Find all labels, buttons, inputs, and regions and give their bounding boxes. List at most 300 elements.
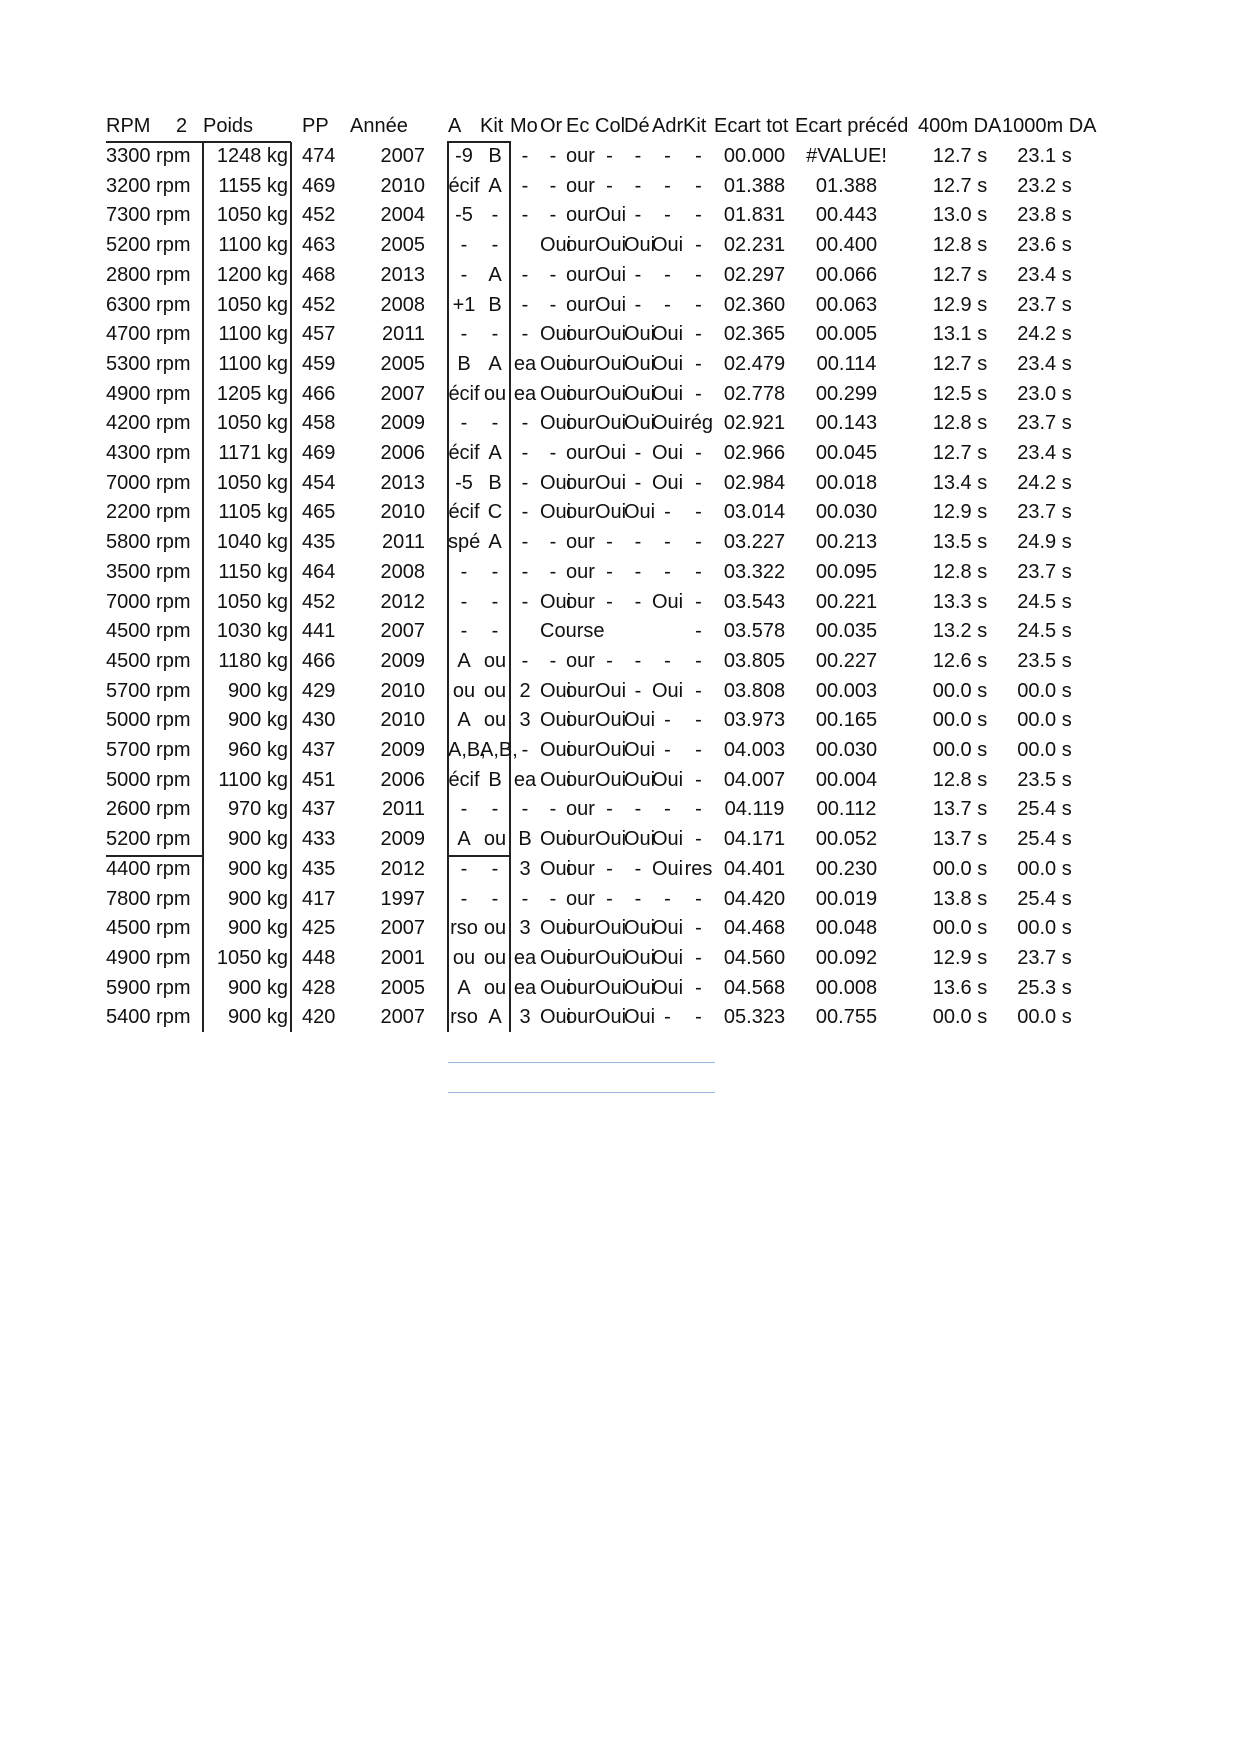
cell-ecart-preced[interactable]: 00.030 <box>815 501 878 524</box>
cell-col[interactable]: Oui <box>595 768 627 791</box>
cell-poids[interactable]: 1030 kg <box>216 620 288 643</box>
cell-poids[interactable]: 1050 kg <box>216 412 288 435</box>
cell-col[interactable]: Oui <box>595 739 627 761</box>
cell-gap[interactable] <box>425 291 448 321</box>
cell-adr[interactable]: - <box>664 174 671 197</box>
cell-kit[interactable]: ou <box>483 946 507 969</box>
cell-col[interactable]: - <box>606 145 613 167</box>
cell-mo[interactable]: - <box>521 412 529 435</box>
cell-annee[interactable]: 2009 <box>380 739 425 761</box>
cell-1000m-da[interactable]: 23.1 s <box>1017 145 1072 167</box>
cell-annee[interactable]: 2007 <box>380 382 425 405</box>
cell-de[interactable]: Oui <box>624 234 656 257</box>
cell-de[interactable]: - <box>634 857 642 880</box>
cell-1000m-da[interactable]: 23.6 s <box>1017 234 1072 257</box>
header-de[interactable]: Dé <box>624 115 650 137</box>
cell-kit2[interactable]: - <box>695 471 702 494</box>
cell-400m-da[interactable]: 13.5 s <box>932 531 988 554</box>
cell-kit[interactable]: ou <box>483 976 507 999</box>
cell-annee[interactable]: 1997 <box>380 887 425 910</box>
cell-kit2[interactable]: - <box>695 145 702 167</box>
cell-pp[interactable]: 464 <box>302 560 336 583</box>
cell-gap[interactable] <box>425 320 448 350</box>
cell-pp[interactable]: 451 <box>302 768 336 791</box>
cell-400m-da[interactable]: 00.0 s <box>932 917 988 940</box>
cell-ecart-preced[interactable]: 00.755 <box>815 1006 878 1029</box>
cell-adr[interactable]: Oui <box>652 917 684 940</box>
cell-kit[interactable]: - <box>491 620 499 643</box>
cell-poids[interactable]: 900 kg <box>227 1006 288 1029</box>
cell-rpm[interactable]: 5300 rpm <box>106 352 191 375</box>
cell-de[interactable] <box>624 617 652 647</box>
cell-poids[interactable]: 1100 kg <box>218 352 288 375</box>
cell-adr[interactable]: Oui <box>652 412 684 435</box>
cell-gap[interactable] <box>425 588 448 618</box>
cell-ecart-tot[interactable]: 02.966 <box>723 442 786 464</box>
cell-kit[interactable]: A <box>488 352 502 375</box>
cell-400m-da[interactable]: 00.0 s <box>932 857 988 880</box>
cell-rpm[interactable]: 4700 rpm <box>106 323 191 346</box>
cell-1000m-da[interactable]: 00.0 s <box>1017 1006 1072 1029</box>
cell-de[interactable]: - <box>634 887 642 910</box>
cell-annee[interactable]: 2005 <box>380 234 425 257</box>
header-adr[interactable]: Adr <box>652 115 684 137</box>
cell-ecart-tot[interactable]: 05.323 <box>723 1006 786 1029</box>
cell-ecart-tot[interactable]: 04.560 <box>723 946 786 969</box>
header-gap[interactable] <box>425 112 448 142</box>
cell-1000m-da[interactable]: 23.5 s <box>1017 649 1072 672</box>
cell-col[interactable]: - <box>606 887 613 910</box>
cell-col[interactable]: Oui <box>595 293 627 316</box>
header-ec[interactable]: Ec <box>566 115 590 137</box>
cell-1000m-da[interactable]: 23.7 s <box>1017 946 1072 969</box>
cell-rpm[interactable]: 5400 rpm <box>106 1006 191 1029</box>
cell-or[interactable]: - <box>549 887 557 910</box>
cell-poids[interactable]: 1200 kg <box>216 263 288 286</box>
cell-adr[interactable] <box>652 617 683 647</box>
cell-ecart-tot[interactable]: 04.568 <box>723 976 786 999</box>
cell-pp[interactable]: 465 <box>302 501 336 524</box>
cell-ec[interactable]: our <box>566 323 595 346</box>
cell-rpm[interactable]: 4300 rpm <box>106 442 191 464</box>
cell-ec[interactable]: our <box>566 768 595 791</box>
cell-mo[interactable]: 3 <box>519 1006 531 1029</box>
cell-ec[interactable]: our <box>566 382 595 405</box>
cell-kit[interactable]: A,B, <box>480 739 518 761</box>
cell-gap[interactable] <box>425 974 448 1004</box>
cell-1000m-da[interactable]: 00.0 s <box>1017 739 1072 761</box>
cell-pp[interactable]: 435 <box>302 857 336 880</box>
cell-poids[interactable]: 1105 kg <box>218 501 288 524</box>
cell-kit2[interactable]: res <box>684 857 713 880</box>
cell-gap[interactable] <box>425 855 448 885</box>
cell-col[interactable]: Oui <box>595 709 627 732</box>
cell-adr[interactable]: Oui <box>652 471 684 494</box>
cell-adr[interactable]: Oui <box>652 976 684 999</box>
cell-or[interactable]: - <box>549 145 557 167</box>
cell-rpm[interactable]: 3200 rpm <box>106 174 191 197</box>
cell-annee[interactable]: 2010 <box>380 501 425 524</box>
cell-or[interactable]: - <box>549 531 557 554</box>
cell-adr[interactable]: Oui <box>652 352 684 375</box>
cell-ecart-tot[interactable]: 04.171 <box>723 828 786 851</box>
cell-ecart-preced[interactable]: 00.048 <box>815 917 878 940</box>
cell-gap[interactable] <box>425 677 448 707</box>
cell-1000m-da[interactable]: 23.4 s <box>1017 442 1072 464</box>
cell-mo[interactable]: - <box>521 145 529 167</box>
cell-de[interactable]: Oui <box>624 382 656 405</box>
cell-or[interactable]: - <box>549 263 557 286</box>
cell-annee[interactable]: 2010 <box>380 709 425 732</box>
cell-a[interactable]: rso <box>450 917 478 940</box>
cell-ec[interactable]: our <box>566 412 595 435</box>
cell-adr[interactable]: - <box>664 560 671 583</box>
header-kit2[interactable]: Kit <box>683 115 707 137</box>
cell-mo[interactable]: B <box>518 828 532 851</box>
cell-ecart-preced[interactable]: 00.221 <box>815 590 878 613</box>
cell-ec[interactable]: our <box>566 560 595 583</box>
cell-400m-da[interactable]: 12.8 s <box>932 560 988 583</box>
cell-ec[interactable]: our <box>566 887 595 910</box>
cell-ecart-tot[interactable]: 00.000 <box>723 145 786 167</box>
cell-de[interactable]: - <box>634 471 642 494</box>
cell-kit2[interactable]: - <box>695 323 702 346</box>
cell-ecart-preced[interactable]: 00.114 <box>816 352 877 375</box>
cell-annee[interactable]: 2009 <box>380 649 425 672</box>
cell-400m-da[interactable]: 12.7 s <box>932 442 988 464</box>
cell-ecart-tot[interactable]: 04.420 <box>723 887 786 910</box>
cell-ec[interactable] <box>566 617 595 647</box>
cell-adr[interactable]: - <box>664 887 671 910</box>
cell-rpm[interactable]: 4900 rpm <box>106 946 191 969</box>
cell-gap[interactable] <box>425 647 448 677</box>
cell-ecart-preced[interactable]: 00.095 <box>815 560 878 583</box>
cell-ecart-preced[interactable]: 00.213 <box>815 531 878 554</box>
cell-ec[interactable]: our <box>566 352 595 375</box>
cell-ec[interactable]: our <box>566 739 595 761</box>
cell-a[interactable]: - <box>460 590 468 613</box>
cell-kit2[interactable]: - <box>695 946 702 969</box>
cell-gap[interactable] <box>425 231 448 261</box>
cell-kit[interactable]: - <box>491 887 499 910</box>
cell-or[interactable]: Oui <box>540 323 572 346</box>
cell-ec[interactable]: our <box>566 590 595 613</box>
cell-gap[interactable] <box>425 825 448 855</box>
cell-ec[interactable]: our <box>566 828 595 851</box>
cell-a[interactable]: - <box>460 798 468 821</box>
cell-or[interactable]: Oui <box>540 976 572 999</box>
cell-ec[interactable]: our <box>566 234 595 257</box>
cell-ec[interactable]: our <box>566 442 595 464</box>
cell-ec[interactable]: our <box>566 501 595 524</box>
cell-kit[interactable]: A <box>488 531 502 554</box>
cell-col[interactable]: Oui <box>595 352 627 375</box>
cell-ecart-preced[interactable]: 00.030 <box>815 739 878 761</box>
cell-mo[interactable]: - <box>521 471 529 494</box>
cell-pp[interactable]: 437 <box>302 798 336 821</box>
cell-a[interactable]: - <box>460 234 468 257</box>
cell-kit2[interactable]: - <box>695 501 702 524</box>
cell-kit[interactable]: B <box>488 293 502 316</box>
cell-400m-da[interactable]: 00.0 s <box>932 1006 988 1029</box>
cell-kit2[interactable]: - <box>695 828 702 851</box>
cell-or[interactable]: - <box>549 442 557 464</box>
cell-rpm[interactable]: 5900 rpm <box>106 976 191 999</box>
cell-1000m-da[interactable]: 25.4 s <box>1017 887 1072 910</box>
cell-400m-da[interactable]: 13.2 s <box>932 620 988 643</box>
cell-pp[interactable]: 463 <box>302 234 336 257</box>
cell-400m-da[interactable]: 12.6 s <box>932 649 988 672</box>
cell-ecart-tot[interactable]: 04.003 <box>723 739 786 761</box>
cell-kit2[interactable]: - <box>695 234 702 257</box>
cell-ecart-tot[interactable]: 01.831 <box>723 204 786 227</box>
cell-col[interactable]: Oui <box>595 263 627 286</box>
cell-rpm[interactable]: 4500 rpm <box>106 917 191 940</box>
cell-gap[interactable] <box>425 201 448 231</box>
cell-rpm[interactable]: 4200 rpm <box>106 412 191 435</box>
cell-ecart-preced[interactable]: 00.005 <box>815 323 878 346</box>
cell-pp[interactable]: 417 <box>302 887 336 910</box>
cell-400m-da[interactable]: 00.0 s <box>932 679 988 702</box>
cell-1000m-da[interactable]: 23.8 s <box>1017 204 1072 227</box>
cell-a[interactable]: A <box>457 709 471 732</box>
cell-col[interactable]: Oui <box>595 323 627 346</box>
cell-de[interactable]: Oui <box>624 976 656 999</box>
cell-kit2[interactable]: - <box>695 768 702 791</box>
cell-ecart-preced[interactable]: 00.035 <box>815 620 878 643</box>
cell-poids[interactable]: 1100 kg <box>218 768 288 791</box>
cell-annee[interactable]: 2004 <box>380 204 425 227</box>
cell-rpm[interactable]: 4900 rpm <box>106 382 191 405</box>
cell-de[interactable]: Oui <box>624 917 656 940</box>
cell-or[interactable]: Oui <box>540 946 572 969</box>
cell-ecart-tot[interactable]: 03.227 <box>723 531 786 554</box>
cell-de[interactable]: - <box>634 442 642 464</box>
header-ecart-tot[interactable]: Ecart tot <box>714 115 789 137</box>
cell-col[interactable] <box>595 617 624 647</box>
cell-kit[interactable]: - <box>491 798 499 821</box>
cell-a[interactable]: A <box>457 976 471 999</box>
cell-rpm[interactable]: 3300 rpm <box>106 145 191 167</box>
cell-pp[interactable]: 429 <box>302 679 336 702</box>
cell-1000m-da[interactable]: 25.3 s <box>1017 976 1072 999</box>
cell-adr[interactable]: Oui <box>652 857 684 880</box>
cell-annee[interactable]: 2009 <box>380 412 425 435</box>
cell-ecart-preced[interactable]: 00.092 <box>815 946 878 969</box>
cell-mo[interactable]: - <box>521 293 529 316</box>
header-mo[interactable]: Mo <box>510 115 538 137</box>
cell-mo[interactable]: - <box>521 442 529 464</box>
cell-annee[interactable]: 2011 <box>381 323 425 346</box>
cell-a[interactable]: - <box>460 263 468 286</box>
cell-ecart-preced[interactable]: 00.230 <box>815 857 878 880</box>
cell-mo[interactable]: 3 <box>519 709 531 732</box>
cell-400m-da[interactable]: 12.7 s <box>932 352 988 375</box>
cell-poids[interactable]: 1050 kg <box>216 293 288 316</box>
cell-adr[interactable]: - <box>664 798 671 821</box>
cell-annee[interactable]: 2012 <box>380 590 425 613</box>
cell-ec[interactable]: our <box>566 293 595 316</box>
cell-ec[interactable]: our <box>566 709 595 732</box>
cell-mo[interactable] <box>510 617 540 647</box>
cell-rpm[interactable]: 4500 rpm <box>106 620 191 643</box>
cell-kit2[interactable]: - <box>695 560 702 583</box>
cell-adr[interactable]: Oui <box>652 323 684 346</box>
cell-pp[interactable]: 458 <box>302 412 336 435</box>
cell-mo[interactable]: - <box>521 501 529 524</box>
cell-annee[interactable]: 2011 <box>381 798 425 821</box>
cell-kit2[interactable]: - <box>695 382 702 405</box>
cell-mo[interactable]: - <box>521 263 529 286</box>
cell-ecart-tot[interactable]: 02.921 <box>723 412 786 435</box>
cell-kit[interactable]: A <box>488 174 502 197</box>
cell-annee[interactable]: 2008 <box>380 293 425 316</box>
cell-a[interactable]: - <box>460 620 468 643</box>
header-400m-da[interactable]: 400m DA <box>918 115 1002 137</box>
cell-mo[interactable]: - <box>521 323 529 346</box>
cell-kit[interactable]: - <box>491 412 499 435</box>
cell-de[interactable]: Oui <box>624 323 656 346</box>
cell-400m-da[interactable]: 12.9 s <box>932 293 988 316</box>
cell-pp[interactable]: 466 <box>302 382 336 405</box>
cell-1000m-da[interactable]: 24.5 s <box>1017 620 1072 643</box>
cell-1000m-da[interactable]: 23.7 s <box>1017 560 1072 583</box>
cell-rpm[interactable]: 4500 rpm <box>106 649 191 672</box>
cell-ec[interactable]: our <box>566 946 595 969</box>
cell-400m-da[interactable]: 12.7 s <box>932 174 988 197</box>
cell-gap[interactable] <box>425 617 448 647</box>
cell-ecart-tot[interactable]: 02.360 <box>723 293 786 316</box>
cell-kit[interactable]: ou <box>483 917 507 940</box>
cell-gap[interactable] <box>425 380 448 410</box>
cell-adr[interactable]: Oui <box>652 768 684 791</box>
cell-mo[interactable]: ea <box>513 382 537 405</box>
cell-de[interactable]: Oui <box>624 501 656 524</box>
cell-kit[interactable]: - <box>491 560 499 583</box>
cell-mo[interactable]: - <box>521 531 529 554</box>
cell-rpm[interactable]: 3500 rpm <box>106 560 191 583</box>
cell-poids[interactable]: 900 kg <box>227 976 288 999</box>
cell-ec[interactable]: our <box>566 976 595 999</box>
cell-ecart-tot[interactable]: 04.401 <box>723 857 786 880</box>
cell-ecart-tot[interactable]: 03.322 <box>723 560 786 583</box>
cell-gap[interactable] <box>425 172 448 202</box>
cell-gap[interactable] <box>425 766 448 796</box>
cell-gap[interactable] <box>425 439 448 469</box>
cell-adr[interactable]: Oui <box>652 590 684 613</box>
cell-or[interactable]: Oui <box>540 382 572 405</box>
cell-or[interactable]: Oui <box>540 590 572 613</box>
cell-col[interactable]: Oui <box>595 679 627 702</box>
cell-gap[interactable] <box>425 1003 448 1033</box>
cell-ecart-tot[interactable]: 01.388 <box>723 174 786 197</box>
cell-pp[interactable]: 425 <box>302 917 336 940</box>
cell-kit[interactable]: B <box>488 471 502 494</box>
cell-kit2[interactable]: - <box>695 739 702 761</box>
cell-ecart-tot[interactable]: 03.014 <box>723 501 786 524</box>
cell-pp[interactable]: 469 <box>302 442 336 464</box>
cell-rpm[interactable]: 5700 rpm <box>106 679 191 702</box>
cell-poids[interactable]: 1150 kg <box>218 560 288 583</box>
cell-or[interactable]: - <box>549 798 557 821</box>
cell-de[interactable]: - <box>634 174 642 197</box>
cell-or[interactable]: Oui <box>540 501 572 524</box>
cell-ecart-tot[interactable]: 03.805 <box>723 649 786 672</box>
cell-ecart-tot[interactable]: 02.984 <box>723 471 786 494</box>
cell-a[interactable]: A <box>457 649 471 672</box>
cell-col[interactable]: - <box>606 531 613 554</box>
cell-kit[interactable]: ou <box>483 709 507 732</box>
cell-1000m-da[interactable]: 23.7 s <box>1017 293 1072 316</box>
cell-gap[interactable] <box>425 498 448 528</box>
cell-pp[interactable]: 433 <box>302 828 336 851</box>
cell-de[interactable]: Oui <box>624 946 656 969</box>
cell-de[interactable]: Oui <box>624 739 656 761</box>
cell-ecart-tot[interactable]: 04.119 <box>724 798 785 821</box>
cell-annee[interactable]: 2006 <box>380 442 425 464</box>
cell-adr[interactable]: Oui <box>652 382 684 405</box>
header-kit[interactable]: Kit <box>480 115 504 137</box>
cell-poids[interactable]: 1100 kg <box>218 323 288 346</box>
cell-ecart-tot[interactable]: 02.479 <box>723 352 786 375</box>
cell-kit[interactable]: - <box>491 590 499 613</box>
cell-ec[interactable]: our <box>566 531 595 554</box>
cell-1000m-da[interactable]: 24.9 s <box>1017 531 1072 554</box>
cell-mo[interactable]: ea <box>513 352 537 375</box>
cell-kit2[interactable]: - <box>695 1006 702 1029</box>
cell-or[interactable]: Course <box>540 620 605 643</box>
cell-ecart-preced[interactable]: 00.143 <box>815 412 878 435</box>
header-1000m-da[interactable]: 1000m DA <box>1002 115 1097 137</box>
cell-rpm[interactable]: 7800 rpm <box>106 887 191 910</box>
cell-kit2[interactable]: - <box>695 204 702 227</box>
cell-kit[interactable]: B <box>488 768 502 791</box>
cell-annee[interactable]: 2010 <box>380 679 425 702</box>
cell-a[interactable]: ou <box>452 946 476 969</box>
cell-col[interactable]: Oui <box>595 1006 627 1029</box>
cell-a[interactable]: A,B, <box>448 739 486 761</box>
cell-1000m-da[interactable]: 25.4 s <box>1017 798 1072 821</box>
cell-400m-da[interactable]: 13.1 s <box>932 323 988 346</box>
cell-1000m-da[interactable]: 00.0 s <box>1017 917 1072 940</box>
cell-gap[interactable] <box>425 350 448 380</box>
cell-annee[interactable]: 2007 <box>380 1006 425 1029</box>
cell-1000m-da[interactable]: 23.4 s <box>1017 263 1072 286</box>
cell-kit[interactable]: ou <box>483 679 507 702</box>
cell-kit2[interactable]: - <box>695 679 702 702</box>
cell-mo[interactable]: ea <box>513 976 537 999</box>
cell-ecart-preced[interactable]: 00.066 <box>815 263 878 286</box>
cell-400m-da[interactable]: 12.7 s <box>932 145 988 167</box>
cell-poids[interactable]: 1050 kg <box>216 946 288 969</box>
cell-ecart-tot[interactable]: 03.973 <box>723 709 786 732</box>
cell-col[interactable]: Oui <box>595 412 627 435</box>
cell-gap[interactable] <box>425 795 448 825</box>
cell-poids[interactable]: 1100 kg <box>218 234 288 257</box>
cell-1000m-da[interactable]: 23.5 s <box>1017 768 1072 791</box>
cell-ecart-preced[interactable]: 00.227 <box>815 649 878 672</box>
cell-or[interactable]: Oui <box>540 234 572 257</box>
cell-mo[interactable]: - <box>521 798 529 821</box>
cell-annee[interactable]: 2006 <box>380 768 425 791</box>
cell-mo[interactable]: 3 <box>519 857 531 880</box>
cell-de[interactable]: Oui <box>624 352 656 375</box>
cell-a[interactable]: +1 <box>452 293 476 316</box>
cell-rpm[interactable]: 5000 rpm <box>106 709 191 732</box>
header-annee[interactable]: Année <box>350 115 408 137</box>
cell-1000m-da[interactable]: 25.4 s <box>1017 828 1072 851</box>
cell-ec[interactable]: our <box>566 263 595 286</box>
